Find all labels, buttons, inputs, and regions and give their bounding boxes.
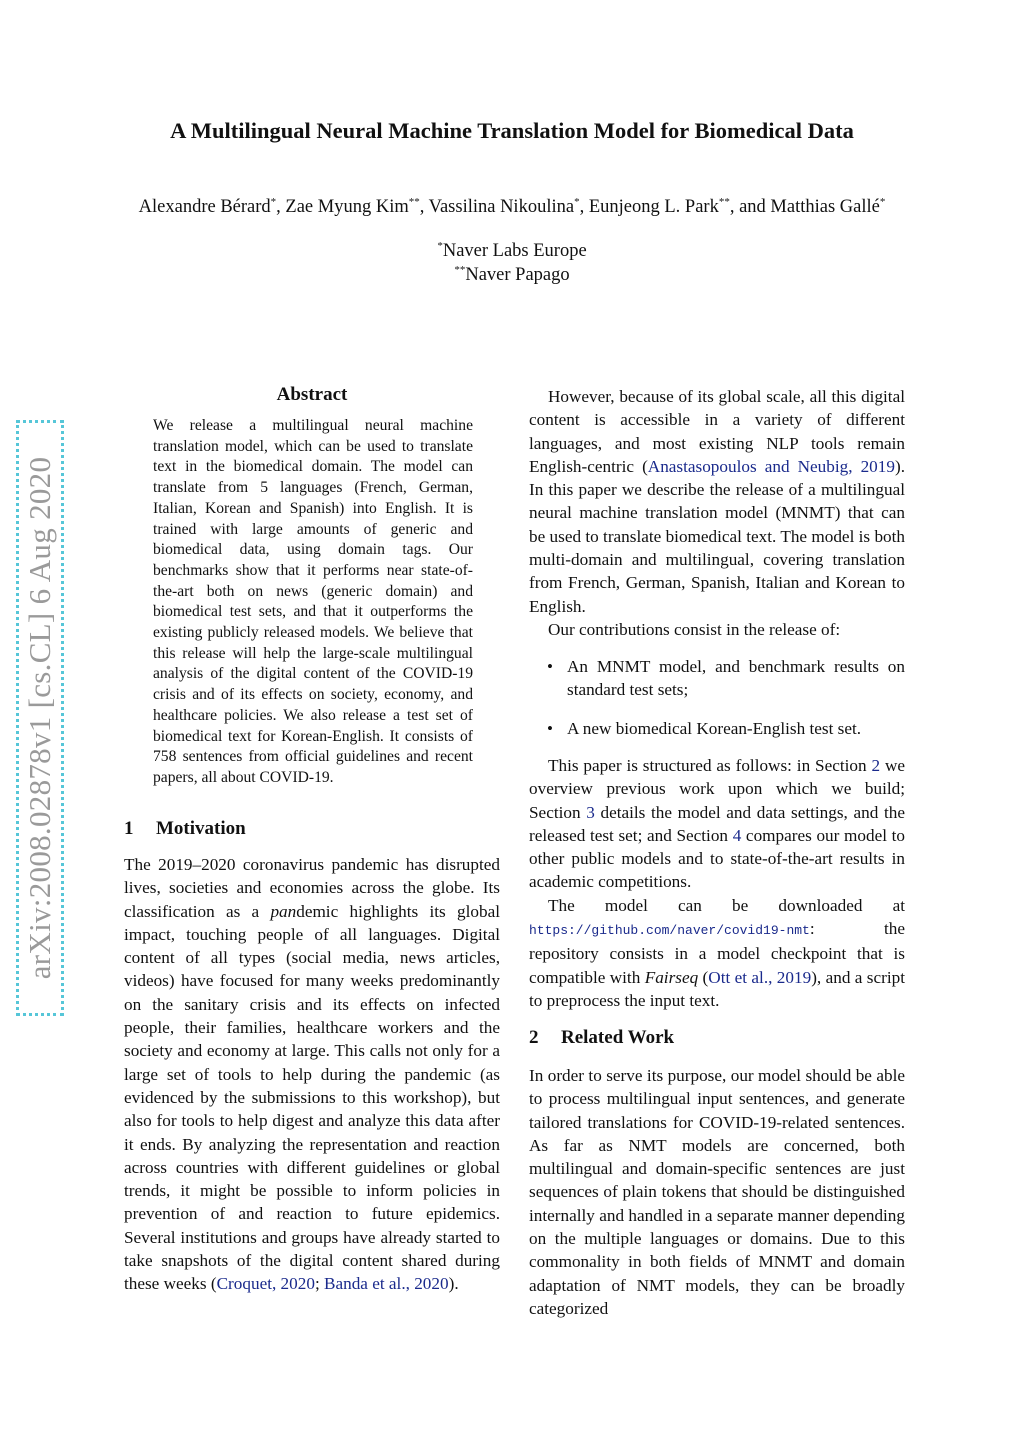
intro-paragraph (529, 385, 905, 618)
affiliation-2 (0, 265, 1024, 286)
section-1-heading (124, 818, 500, 840)
section-title: Motivation (156, 818, 246, 839)
emphasis-text: Fairseq (644, 967, 699, 987)
text-run: ( (698, 967, 709, 987)
author-name: , Zae Myung Kim (276, 197, 409, 217)
affiliation-mark: * (437, 240, 443, 252)
text-run: This paper is structured as follows: in Section (548, 756, 872, 775)
emphasis-text: pan (270, 901, 297, 921)
contributions-list-2 (529, 717, 905, 740)
section-2-body (529, 1064, 905, 1320)
affiliation-name: Naver Labs Europe (442, 241, 587, 261)
related-work-paragraph: In order to serve its purpose, our model should be able to process multilingual input sentences, and generate tailored translations for COVID-19-related sentences. As far as NMT models are concerned, both multilingual and domain-specific sentences are just sequences of plain tokens that should be distinguished internally and handled in a separate manner depending on the multiple languages or domains. Due to this commonality in both fields of MNMT and domain adaptation of NMT models, they can be broadly categorized (529, 1066, 905, 1318)
affiliation-mark: * (270, 196, 277, 208)
affiliation-mark: * (574, 196, 580, 208)
affiliation-mark: ** (408, 196, 420, 208)
structure-paragraph (529, 754, 905, 894)
section-ref-link[interactable]: 2 (871, 756, 881, 775)
motivation-paragraph (124, 853, 500, 1296)
text-run: details the model and data settings, and the released test set; and Section (529, 802, 905, 845)
download-paragraph (529, 894, 905, 1012)
section-1-body (124, 853, 500, 1296)
contributions-list (529, 655, 905, 702)
section-ref-link[interactable]: 3 (586, 802, 595, 822)
author-list (0, 197, 1024, 218)
paper-title: A Multilingual Neural Machine Translation Model for Biomedical Data (170, 118, 854, 143)
affiliation-1 (0, 241, 1024, 262)
right-column-intro (529, 385, 905, 641)
list-item-text: A new biomedical Korean-English test set. (567, 719, 862, 738)
repository-url-link[interactable]: https://github.com/naver/covid19-nmt (529, 923, 810, 939)
structure-paragraph-block (529, 754, 905, 1012)
text-run: ), and a script to preprocess the input text. (529, 967, 905, 1010)
text-run: ). In this paper we describe the release of a multilingual neural machine translation model (MNMT) that can be used to translate biomedical text. The model is both multi-domain and multilingual, covering translation from French, German, Spanish, Italian and Korean to English. (529, 456, 905, 616)
text-run: : the repository consists in a model checkpoint that is compatible with (529, 919, 905, 987)
citation-link[interactable]: Banda et al., 2020 (324, 1274, 449, 1294)
list-item-text: An MNMT model, and benchmark results on standard test sets; (567, 657, 905, 700)
text-run: ). (448, 1274, 459, 1294)
text-run: compares our model to other public models and to state-of-the-art results in academic competitions. (529, 825, 905, 892)
bullet-icon: • (547, 657, 553, 676)
affiliation-name: Naver Papago (465, 265, 570, 285)
affiliation-mark: ** (718, 196, 730, 208)
section-number: 1 (124, 818, 134, 839)
arxiv-identifier[interactable]: arXiv:2008.02878v1 [cs.CL] 6 Aug 2020 (22, 456, 57, 980)
abstract-heading: Abstract (276, 384, 348, 405)
abstract-text: We release a multilingual neural machine translation model, which can be used to translate text in the biomedical domain. The model can translate from 5 languages (French, German, Italian, Korean and Spanish) into English. It is trained with large amounts of generic and biomedical data, using domain tags. Our benchmarks show that it performs near state-of-the-art both on news (generic domain) and biomedical test sets, and that it outperforms the existing publicly released models. We believe that this release will help the large-scale multilingual analysis of the digital content of the COVID-19 crisis and of its effects on society, economy, and healthcare policies. We also release a test set of biomedical text for Korean-English. It consists of 758 sentences from official guidelines and recent papers, all about COVID-19. (153, 417, 473, 786)
text-run: The model can be downloaded at (548, 895, 905, 915)
citation-link[interactable]: Anastasopoulos and Neubig, 2019 (647, 456, 895, 476)
citation-link[interactable]: Ott et al., 2019 (708, 967, 812, 987)
affiliation-mark: ** (454, 264, 466, 276)
author-name: , Vassilina Nikoulina (419, 197, 575, 217)
text-run: demic highlights its global impact, touching people of all languages. Digital content of all types (social media, news articles, videos) have focused for many weeks predominantly on the sanitary crisis and its effects on infected people, their families, healthcare workers and the society and economy at large. This calls not only for a large set of tools to help during the pandemic (as evidenced by the submissions to this workshop), but also for tools to help digest and analyze this data after it ends. By analyzing the representation and reaction across countries with different guidelines or global trends, it might be possible to inform policies in prevention of and reaction to future epidemics. Several institutions and groups have already started to take snapshots of the digital content shared during these weeks ( (124, 901, 500, 1294)
author-name: , Eunjeong L. Park (579, 197, 719, 217)
section-ref-link[interactable]: 4 (732, 825, 742, 845)
bullet-icon: • (547, 719, 553, 738)
text-run: we overview previous work upon which we build; Section (529, 756, 905, 822)
affiliation-mark: * (879, 196, 886, 208)
contributions-intro: Our contributions consist in the release of: (548, 619, 841, 639)
list-item (529, 717, 905, 740)
citation-link[interactable]: Croquet, 2020 (216, 1274, 315, 1294)
section-title: Related Work (561, 1027, 675, 1048)
text-run: ; (314, 1274, 325, 1294)
text-run: However, because of its global scale, all this digital content is accessible in a variety of different languages, and most existing NLP tools remain English-centric ( (529, 387, 905, 476)
text-run: The 2019–2020 coronavirus pandemic has disrupted lives, societies and economies across the globe. Its classification as a (124, 855, 500, 921)
author-name: Alexandre Bérard (138, 197, 271, 217)
author-name: , and Matthias Gallé (729, 197, 880, 217)
list-item (529, 655, 905, 702)
section-2-heading (529, 1027, 905, 1049)
section-number: 2 (529, 1027, 539, 1048)
